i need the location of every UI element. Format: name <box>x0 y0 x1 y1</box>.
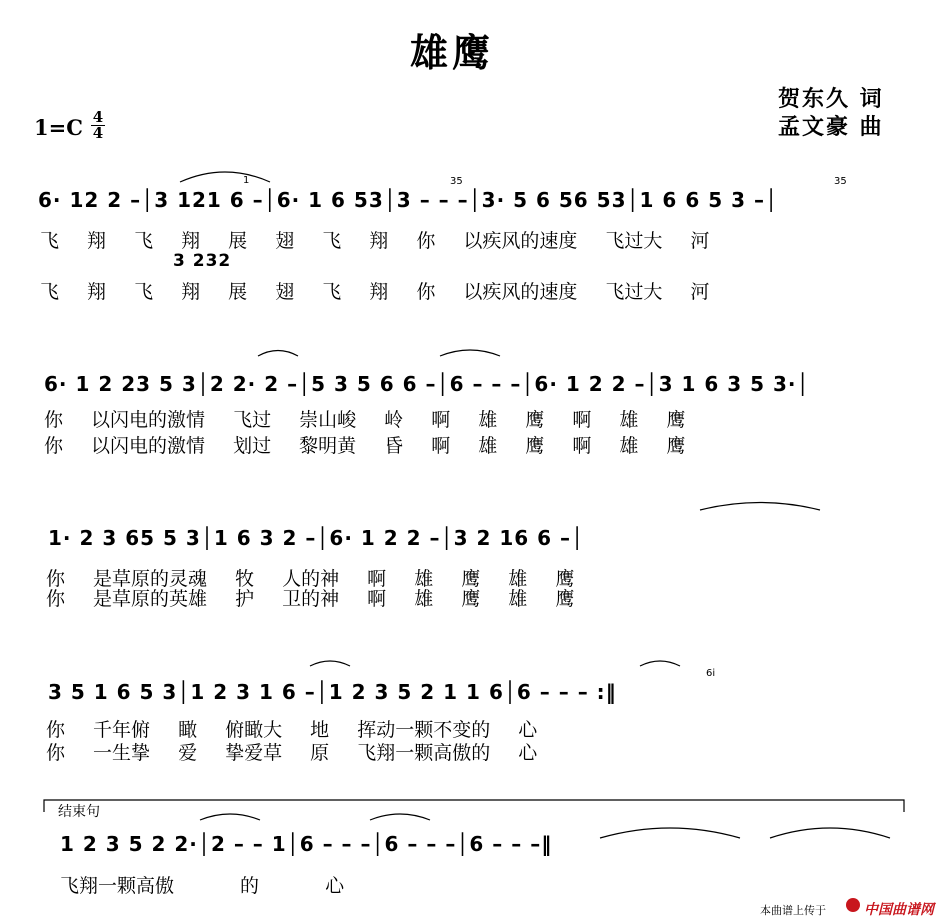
grace-note: 1 <box>243 175 250 186</box>
grace-note: 6i <box>706 668 716 679</box>
lyric-line-1-verse-1: 飞 翔 飞 翔 展 翅 飞 翔 你 以疾风的速度 飞过大 河 <box>40 230 710 252</box>
slur <box>310 661 350 666</box>
lyric-line-3-verse-2: 你 是草原的英雄 护 卫的神 啊 雄 鹰 雄 鹰 <box>46 588 575 610</box>
lyric-line-2-verse-2: 你 以闪电的激情 划过 黎明黄 昏 啊 雄 鹰 啊 雄 鹰 <box>44 435 686 457</box>
grace-note: 35 <box>450 176 463 187</box>
notation-text: 1 2 3 5 2 2·│2 – – 1│6 – – –│6 – – –│6 – – –‖ <box>60 832 553 856</box>
notation-text: 6· 12 2 –│3 121 6 –│6· 1 6 53│3 – – –│3· 5 6 56 53│1 6 6 5 3 –│ <box>38 188 778 212</box>
slur <box>440 350 500 356</box>
slur <box>600 828 740 838</box>
slur <box>640 661 680 666</box>
lyricist-credit: 贺东久 词 <box>778 87 884 112</box>
lyric-line-4-verse-1: 你 千年俯 瞰 俯瞰大 地 挥动一颗不变的 心 <box>46 719 538 741</box>
slur <box>770 828 890 838</box>
lyric-line-ending: 飞翔一颗高傲 的 心 <box>60 875 345 897</box>
ending-bracket <box>44 800 904 812</box>
song-title: 雄鹰 <box>410 30 495 75</box>
brand-logo-icon <box>846 898 860 912</box>
footer-brand: 中国曲谱网 <box>864 902 934 918</box>
slur <box>700 503 820 511</box>
variant-notes: 3 232 <box>173 251 232 271</box>
slur <box>200 814 260 820</box>
time-signature-top: 4 <box>92 108 104 126</box>
notation-text: 1· 2 3 65 5 3│1 6 3 2 –│6· 1 2 2 –│3 2 16 6 –│ <box>48 526 585 550</box>
slur <box>370 814 430 820</box>
grace-note: 35 <box>834 176 847 187</box>
slur <box>258 351 298 357</box>
footer-text: 本曲谱上传于 <box>760 904 826 917</box>
key-signature: 1=C <box>34 115 83 140</box>
lyric-line-4-verse-2: 你 一生挚 爱 挚爱草 原 飞翔一颗高傲的 心 <box>46 742 538 764</box>
notation-text: 6· 1 2 23 5 3│2 2· 2 –│5 3 5 6 6 –│6 – – –│6· 1 2 2 –│3 1 6 3 5 3·│ <box>44 372 810 396</box>
lyric-line-2-verse-1: 你 以闪电的激情 飞过 崇山峻 岭 啊 雄 鹰 啊 雄 鹰 <box>44 409 686 431</box>
ending-label: 结束句 <box>58 804 100 820</box>
lyric-line-1-verse-2: 飞 翔 飞 翔 展 翅 飞 翔 你 以疾风的速度 飞过大 河 <box>40 281 710 303</box>
notation-text: 3 5 1 6 5 3│1 2 3 1 6 –│1 2 3 5 2 1 1 6│6 – – – :‖ <box>48 680 617 704</box>
composer-credit: 孟文豪 曲 <box>778 115 884 140</box>
time-signature-bottom: 4 <box>92 124 104 142</box>
lyric-line-3-verse-1: 你 是草原的灵魂 牧 人的神 啊 雄 鹰 雄 鹰 <box>46 568 575 590</box>
slur <box>180 172 270 182</box>
